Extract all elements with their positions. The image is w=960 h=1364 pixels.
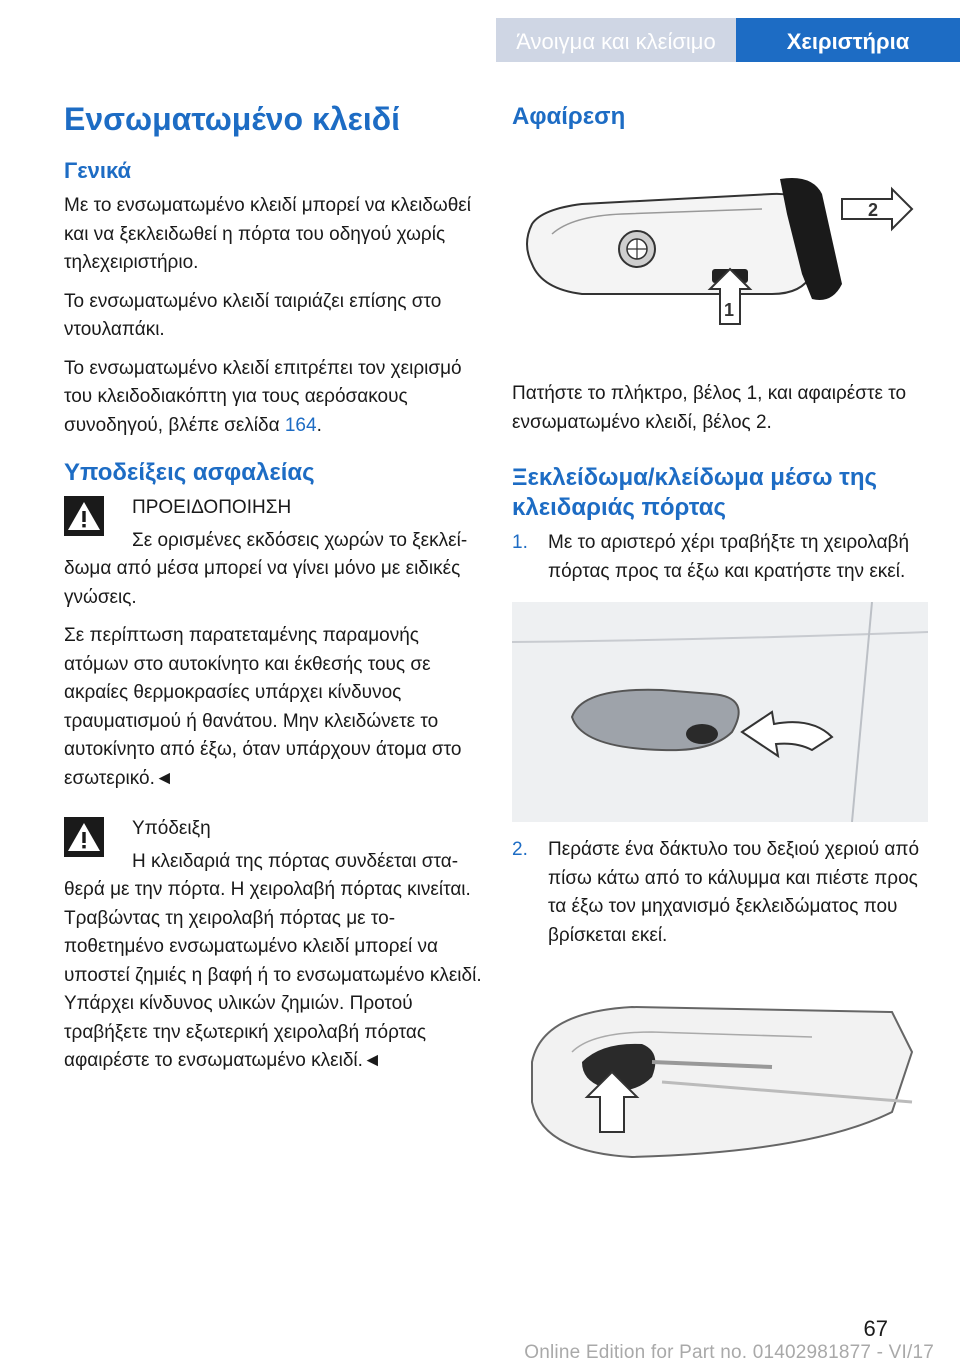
page-number: 67	[863, 1316, 888, 1341]
warning-icon	[64, 496, 104, 536]
general-paragraph-1: Με το ενσωματωμένο κλειδί μπορεί να κλειδωθεί και να ξεκλειδωθεί η πόρτα του οδηγού χωρίς τηλεχειριστήριο.	[64, 195, 471, 273]
list-item	[512, 836, 932, 950]
general-paragraph-3	[64, 355, 482, 441]
warning-label: ΠΡΟΕΙΔΟΠΟΙΗΣΗ	[132, 497, 292, 518]
removal-text: Πατήστε το πλήκτρο, βέλος 1, και αφαιρέστε το ενσωματωμένο κλειδί, βέλος 2.	[512, 383, 907, 433]
step-text: Με το αριστερό χέρι τραβήξτε τη χειρολαβή πόρτας προς τα έξω και κρατήστε την εκεί.	[548, 532, 910, 582]
warning-block	[64, 494, 482, 612]
door-handle-illustration	[512, 602, 928, 822]
warning-text: Σε ορισμένες εκδόσεις χωρών το ξεκλείδωμα από μέσα μπορεί να γίνει μόνο με ειδικές γνώσεις.	[64, 529, 468, 608]
key-removal-figure	[512, 154, 932, 344]
general-paragraph-2: Το ενσωματωμένο κλειδί ταιριάζει επίσης στο ντουλαπάκι.	[64, 290, 442, 340]
page-reference-link[interactable]: 164	[284, 414, 317, 436]
door-handle-figure-item	[512, 602, 932, 822]
right-column	[512, 100, 932, 1186]
left-column	[64, 100, 482, 1086]
chapter-tab[interactable]: Χειριστήρια	[736, 18, 960, 62]
note-text: Η κλειδαριά της πόρτας συνδέεται σταθερά με την πόρτα. Η χειρολαβή πόρτας κινείται. Τραβώντας τη χειρολαβή πόρτας με τοποθετημένο ενσωματωμένο κλειδί μπορεί να υποστεί ζημιές η βαφή ή το ενσωματωμένο κλειδί. Υπάρχει κίνδυνος υλικών ζημιών. Προτού τραβήξετε την εξωτερική χειρολαβή πόρτας αφαιρέστε το ενσωματωμένο κλειδί.◄	[64, 850, 482, 1071]
unlock-mechanism-figure	[512, 992, 932, 1172]
steps-list	[512, 529, 932, 950]
step-text: Περάστε ένα δάκτυλο του δεξιού χεριού από πίσω κάτω από το κάλυμμα και πιέστε προς τα έξω τον μηχανισμό ξεκλειδώματος που βρίσκεται εκεί.	[548, 839, 920, 946]
unlock-mechanism-illustration	[512, 992, 932, 1172]
door-handle-figure	[512, 602, 928, 822]
header-bar	[0, 0, 960, 62]
note-block	[64, 815, 482, 1076]
key-fob-illustration	[512, 154, 932, 344]
safety-heading: Υποδείξεις ασφαλείας	[64, 459, 315, 486]
arrow-1-label: 1	[724, 300, 735, 320]
step-number: 1.	[512, 532, 528, 553]
list-item	[512, 529, 932, 586]
warning-text-2: Σε περίπτωση παρατεταμένης παραμονής ατόμων στο αυτοκίνητο και έκθεσής τους σε ακραίες θερμοκρασίες υπάρχει κίνδυνος τραυματισμού ή θανάτου. Μην κλειδώνετε το αυτοκίνητο από έξω, όταν υπάρχουν άτομα στο εσωτερικό.◄	[64, 625, 462, 789]
section-tab[interactable]: Άνοιγμα και κλείσιμο	[496, 18, 736, 62]
footer	[0, 1316, 960, 1363]
note-warning-icon	[64, 817, 104, 857]
removal-heading: Αφαίρεση	[512, 103, 626, 130]
page-title: Ενσωματωμένο κλειδί	[64, 101, 400, 137]
step-number: 2.	[512, 839, 528, 860]
general-paragraph-3-end: .	[316, 414, 322, 436]
arrow-2-label: 2	[868, 200, 879, 220]
note-label: Υπόδειξη	[132, 818, 211, 839]
edition-text: Online Edition for Part no. 01402981877 - VI/17	[524, 1342, 934, 1363]
general-paragraph-3-text: Το ενσωματωμένο κλειδί επιτρέπει τον χειρισμό του κλειδοδιακόπτη για τους αερόσακους συνοδηγού, βλέπε σελίδα	[64, 357, 462, 436]
lock-heading: Ξεκλείδωμα/κλείδωμα μέσω της κλειδαριάς πόρτας	[512, 464, 878, 521]
general-heading: Γενικά	[64, 158, 132, 183]
